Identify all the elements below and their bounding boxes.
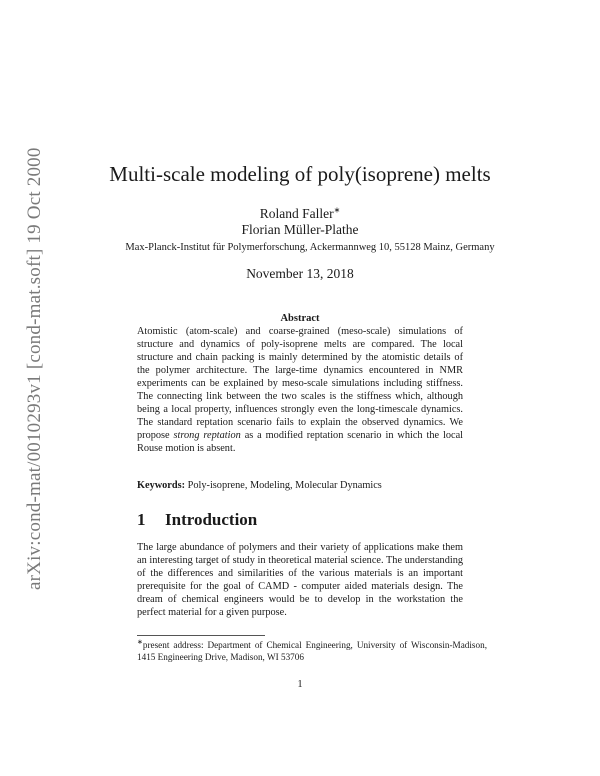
- section-heading-introduction: [137, 510, 257, 530]
- paper-title: Multi-scale modeling of poly(isoprene) melts: [109, 162, 491, 186]
- author-1-name: Roland Faller: [259, 206, 334, 221]
- introduction-paragraph: The large abundance of polymers and their variety of applications make them an interesting target of study in theoretical material science. The understanding of the differences and similarities of the various materials is an important prerequisite for the goal of CAMD - computer aided materials design. The dream of chemical engineers would be to develop in the workstation the perfect material for a given purpose.: [137, 542, 463, 618]
- footnote-text: present address: Department of Chemical Engineering, University of Wisconsin-Madison, 1415 Engineering Drive, Madison, WI 53706: [137, 640, 487, 662]
- author-footnote-mark: ∗: [333, 205, 341, 215]
- arxiv-sidebar-stamp: arXiv:cond-mat/0010293v1 [cond-mat.soft] 19 Oct 2000: [24, 147, 45, 590]
- page-number: 1: [297, 679, 303, 690]
- affiliation: Max-Planck-Institut für Polymerforschung, Ackermannweg 10, 55128 Mainz, Germany: [125, 242, 495, 253]
- section-number: 1: [137, 510, 146, 529]
- footnote: [137, 639, 487, 663]
- footnote-mark: ∗: [137, 637, 143, 646]
- section-title: Introduction: [165, 510, 258, 529]
- author-1: [0, 206, 600, 222]
- abstract-text-before: Atomistic (atom-scale) and coarse-grained (meso-scale) simulations of structure and dynamics of poly-isoprene melts are compared. The local structure and chain packing is mainly determined by the atomistic details of the polymer architecture. The large-time dynamics encountered in NMR experiments can be explained by meso-scale simulations including stiffness. The connecting link between the two scales is the stiffness which, although being a local property, influences strongly even the long-timescale dynamics. The standard reptation scenario fails to explain the observed dynamics. We propose: [137, 326, 463, 441]
- keywords: [137, 480, 467, 491]
- keywords-label: Keywords:: [137, 480, 186, 491]
- abstract-text-after: as a modified reptation scenario in which the local Rouse motion is absent.: [137, 430, 463, 454]
- author-2: Florian Müller-Plathe: [241, 222, 359, 237]
- footnote-rule: [137, 635, 265, 636]
- abstract-heading: Abstract: [280, 313, 320, 324]
- abstract-emphasis: strong reptation: [173, 430, 241, 441]
- keywords-value: Poly-isoprene, Modeling, Molecular Dynamics: [187, 480, 382, 491]
- abstract-body: [137, 325, 463, 455]
- paper-date: November 13, 2018: [246, 266, 354, 281]
